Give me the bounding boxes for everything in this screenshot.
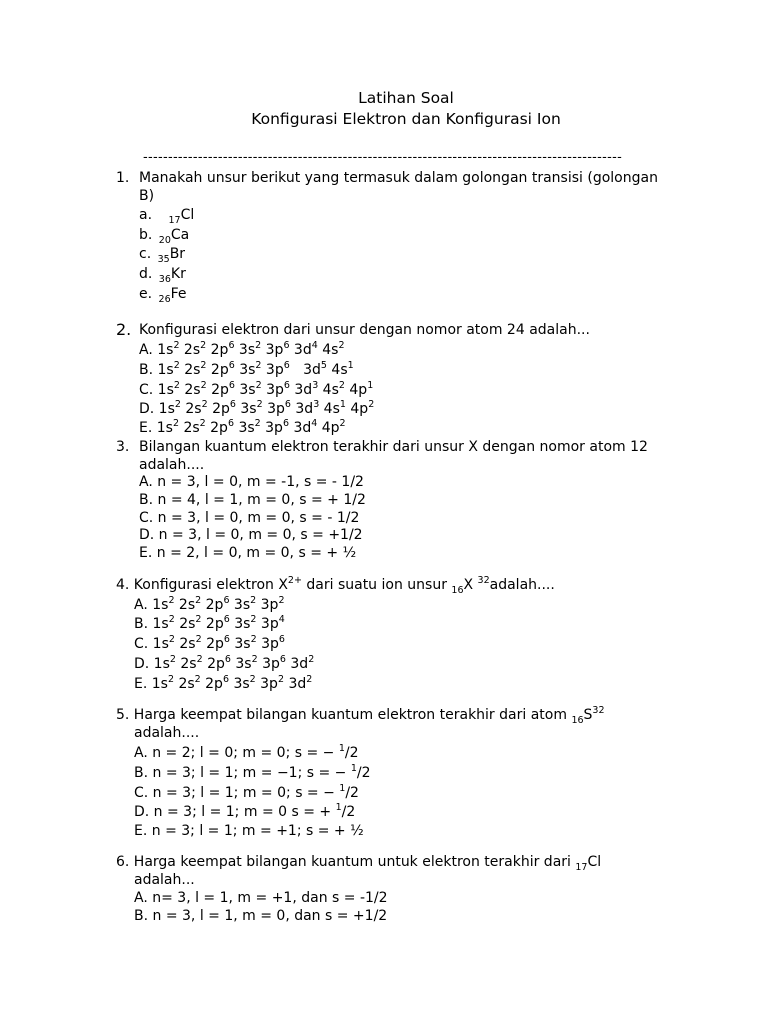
option-b: B. $1s^2$ $2s^2$ $2p^6$ $3s^2$ $3p^6$ $3d^5$ $4s^1$ <box>139 360 354 378</box>
element-symbol: Cl <box>180 207 195 223</box>
question-text <box>116 706 605 725</box>
document-subtitle: Konfigurasi Elektron dan Konfigurasi Ion <box>251 110 561 128</box>
option-letter: d. <box>139 266 153 282</box>
option-d: D. $1s^2$ $2s^2$ $2p^6$ $3s^2$ $3p^6$ $3d^3$ $4s^1$ $4p^2$ <box>139 399 375 417</box>
option-letter: C. <box>134 636 149 652</box>
question-text-part: dari suatu ion unsur <box>301 577 452 593</box>
option-letter: B. <box>134 616 149 632</box>
option-letter: a. <box>139 207 153 223</box>
mass-number: 32 <box>477 575 490 586</box>
option-a: A. $1s^2$ $2s^2$ $2p^6$ $3s^2$ $3p^2$ <box>134 595 285 613</box>
option-letter: B. <box>139 362 154 378</box>
option-d <box>139 265 186 284</box>
option-b: B. n = 4, l = 1, m = 0, s = + 1/2 <box>139 492 366 508</box>
question-text: Manakah unsur berikut yang termasuk dalam golongan transisi (golongan <box>139 170 658 186</box>
option-letter: e. <box>139 286 153 302</box>
option-e <box>139 285 187 304</box>
option-c: C. $1s^2$ $2s^2$ $2p^6$ $3s^2$ $3p^6$ $3d^3$ $4s^2$ $4p^1$ <box>139 380 374 398</box>
option-e: E. $1s^2$ $2s^2$ $2p^6$ $3s^2$ $3p^6$ $3d^4$ $4p^2$ <box>139 418 346 436</box>
option-e: E. n = 3; l = 1; m = +1; s = + ½ <box>134 823 364 839</box>
option-b <box>134 764 371 783</box>
element-symbol: X <box>463 577 478 593</box>
ion-charge: 2+ <box>287 575 302 586</box>
question-text-cont: adalah.... <box>134 725 200 741</box>
atomic-number: 17 <box>575 862 588 873</box>
option-c: C. $1s^2$ $2s^2$ $2p^6$ $3s^2$ $3p^6$ <box>134 634 285 652</box>
atomic-number: 16 <box>451 585 464 596</box>
option-b: B. n = 3, l = 1, m = 0, dan s = +1/2 <box>134 908 388 924</box>
fraction-numerator: 1 <box>338 743 345 754</box>
option-letter: D. <box>139 401 155 417</box>
option-c <box>139 245 185 264</box>
element-symbol: S <box>583 707 593 723</box>
option-e: E. $1s^2$ $2s^2$ $2p^6$ $3s^2$ $3p^2$ $3d^2$ <box>134 674 313 692</box>
option-text: B. n = 3; l = 1; m = −1; s = − <box>134 765 351 781</box>
question-text-part: 5. Harga keempat bilangan kuantum elektron terakhir dari atom <box>116 707 572 723</box>
document-title: Latihan Soal <box>358 89 454 107</box>
fraction-numerator: 1 <box>339 783 346 794</box>
question-number: 2. <box>116 320 132 339</box>
question-text: Konfigurasi elektron dari unsur dengan nomor atom 24 adalah... <box>139 322 590 338</box>
question-text <box>116 853 601 872</box>
question-number: 1. <box>116 170 130 186</box>
fraction-denominator: /2 <box>356 765 371 781</box>
option-b: B. $1s^2$ $2s^2$ $2p^6$ $3s^2$ $3p^4$ <box>134 614 285 632</box>
option-letter: c. <box>139 246 152 262</box>
question-text-cont: adalah.... <box>139 457 205 473</box>
option-text: D. n = 3; l = 1; m = 0 s = + <box>134 804 336 820</box>
question-text <box>116 576 555 595</box>
option-a: A. n = 3, l = 0, m = -1, s = - 1/2 <box>139 474 364 490</box>
option-a: A. n= 3, l = 1, m = +1, dan s = -1/2 <box>134 890 388 906</box>
question-text-cont: adalah... <box>134 872 195 888</box>
element-symbol: Kr <box>170 266 186 282</box>
option-text: A. n = 2; l = 0; m = 0; s = − <box>134 745 339 761</box>
atomic-number: 16 <box>571 715 584 726</box>
option-c: C. n = 3, l = 0, m = 0, s = - 1/2 <box>139 510 360 526</box>
question-number: 3. <box>116 439 130 455</box>
option-b <box>139 226 189 245</box>
atomic-number: 35 <box>157 254 170 265</box>
question-text-cont: B) <box>139 188 155 204</box>
separator-line: ------------------------------------------------------------------------------------------------ <box>143 150 623 165</box>
option-letter: b. <box>139 227 153 243</box>
option-letter: C. <box>139 382 154 398</box>
atomic-number: 36 <box>158 274 171 285</box>
element-symbol: Br <box>169 246 186 262</box>
option-d: D. $1s^2$ $2s^2$ $2p^6$ $3s^2$ $3p^6$ $3d^2$ <box>134 654 315 672</box>
question-text: Bilangan kuantum elektron terakhir dari unsur X dengan nomor atom 12 <box>139 439 648 455</box>
option-letter: E. <box>139 420 153 436</box>
mass-number: 32 <box>592 705 605 716</box>
element-symbol: Cl <box>587 854 602 870</box>
atomic-number: 20 <box>158 235 171 246</box>
option-text: C. n = 3; l = 1; m = 0; s = − <box>134 785 340 801</box>
question-text-part: adalah.... <box>489 577 555 593</box>
option-e: E. n = 2, l = 0, m = 0, s = + ½ <box>139 545 357 561</box>
fraction-denominator: /2 <box>345 785 359 801</box>
question-text-part: 4. Konfigurasi elektron X <box>116 577 288 593</box>
fraction-denominator: /2 <box>341 804 356 820</box>
element-symbol: Fe <box>170 286 187 302</box>
option-letter: A. <box>134 597 148 613</box>
option-a <box>134 744 359 763</box>
atomic-number: 26 <box>158 294 171 305</box>
option-d <box>134 803 355 822</box>
option-letter: A. <box>139 342 153 358</box>
question-text-part: 6. Harga keempat bilangan kuantum untuk elektron terakhir dari <box>116 854 576 870</box>
fraction-numerator: 1 <box>350 763 357 774</box>
element-symbol: Ca <box>170 227 190 243</box>
option-c <box>134 784 359 803</box>
fraction-numerator: 1 <box>335 802 342 813</box>
option-letter: E. <box>134 676 148 692</box>
option-d: D. n = 3, l = 0, m = 0, s = +1/2 <box>139 527 363 543</box>
option-a <box>139 206 194 225</box>
option-letter: D. <box>134 656 150 672</box>
atomic-number: 17 <box>168 215 181 226</box>
fraction-denominator: /2 <box>344 745 359 761</box>
option-a: A. $1s^2$ $2s^2$ $2p^6$ $3s^2$ $3p^6$ $3d^4$ $4s^2$ <box>139 340 345 358</box>
